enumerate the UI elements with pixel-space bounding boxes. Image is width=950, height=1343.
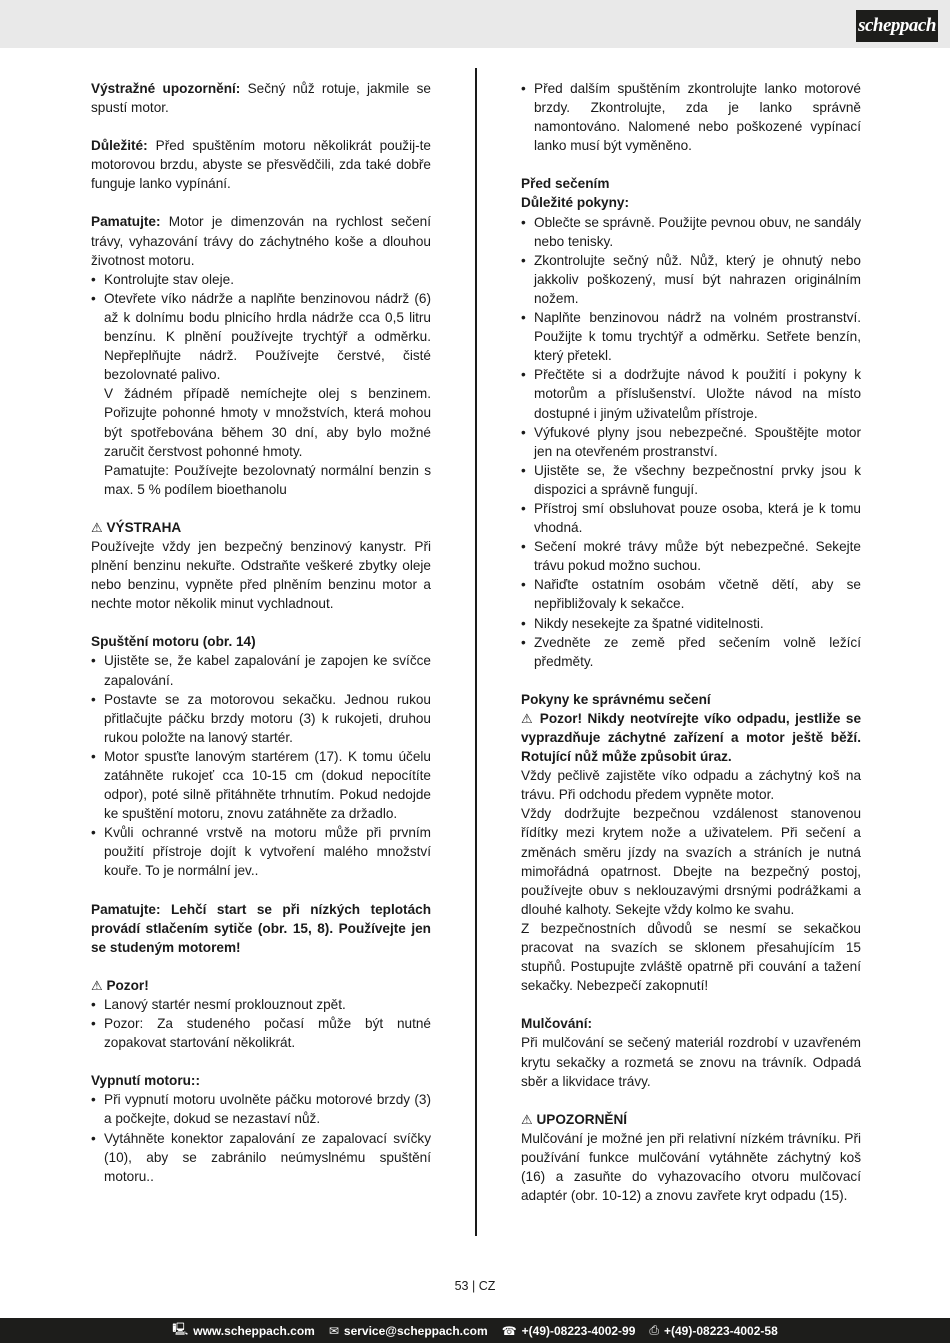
section-heading-mulching: Mulčování: — [521, 1016, 592, 1032]
footer-email-text[interactable]: service@scheppach.com — [343, 1323, 488, 1338]
scheppach-logo: scheppach — [856, 10, 938, 42]
header-bar — [0, 0, 950, 48]
list-item: • Kontrolujte stav oleje. — [91, 270, 431, 289]
computer-icon: 🖳 — [172, 1322, 189, 1336]
mowing-warning: ⚠ Pozor! Nikdy neotvírejte víko odpadu, jestliže se vyprazdňuje záchytné zařízení a motor ještě běží. Rotující nůž může způsobit úraz. — [521, 710, 861, 765]
important-text: Před spuštěním motoru několikrát použij-te motorovou brzdu, abyste se přesvědčili, zda také dobře funguje lanko vypínání. — [91, 138, 431, 192]
mowing-paragraph: Vždy pečlivě zajistěte víko odpadu a záchytný koš na trávu. Při odchodu předem vypněte motor. — [521, 768, 861, 803]
remember-paragraph — [91, 212, 431, 269]
footer-phone — [502, 1324, 636, 1338]
list-item: • Při vypnutí motoru uvolněte páčku motorové brzdy (3) a počkejte, dokud se nezastaví nůž. — [91, 1090, 431, 1128]
footer-fax-text: +(49)-08223-4002-58 — [664, 1323, 778, 1338]
list-item: • Zkontrolujte sečný nůž. Nůž, který je ohnutý nebo jakkoliv poškozený, musí být nahrazen originálním nožem. — [521, 251, 861, 308]
footer-phone-text: +(49)-08223-4002-99 — [521, 1323, 636, 1338]
left-column — [91, 79, 431, 1186]
list-item: • Oblečte se správně. Použijte pevnou obuv, ne sandály nebo tenisky. — [521, 213, 861, 251]
list-item: • Sečení mokré trávy může být nebezpečné. Sekejte trávu pokud možno suchou. — [521, 537, 861, 575]
list-item: • Výfukové plyny jsou nebezpečné. Spouštějte motor jen na otevřeném prostranství. — [521, 423, 861, 461]
warning-label: Výstražné upozornění: — [91, 81, 241, 96]
important-paragraph — [91, 136, 431, 193]
list-item: • Přečtěte si a dodržujte návod k použití i pokyny k motorům a příslušenství. Uložte návod na místo dostupné i jiným uživatelům přístroje. — [521, 365, 861, 422]
warning-triangle-icon: ⚠ — [91, 977, 103, 993]
notice-paragraph: Mulčování je možné jen při relativní nízkém trávníku. Při používání funkce mulčování vytáhněte záchytný koš (16) a zasuňte do vyhazovacího otvoru mulčovací adaptér (obr. 10-12) a znovu zavřete kryt odpadu (15). — [521, 1130, 861, 1204]
caution-list — [91, 995, 431, 1052]
brake-check-list — [521, 79, 861, 155]
remember-label: Pamatujte: — [91, 214, 161, 230]
phone-icon: ☎ — [501, 1323, 517, 1338]
section-heading-mowing: Pokyny ke správnému sečení — [521, 691, 711, 707]
list-item: • Otevřete víko nádrže a naplňte benzinovou nádrž (6) až k dolnímu bodu plnicího hrdla nádrže cca 0,5 litru benzínu. K plnění používejte trychtýř a odměrku. Nepřeplňujte nádrž. Používejte čerstvé, čisté bezolovnaté palivo. — [91, 289, 431, 384]
before-mowing-list — [521, 213, 861, 671]
list-item: • Kvůli ochranné vrstvě na motoru může při prvním použití přístroje dojít k vytvoření malého množství kouře. To je normální jev.. — [91, 823, 431, 880]
mulching-paragraph: Při mulčování se sečený materiál rozdrobí v uzavřeném krytu sekačky a rozmetá se znovu na trávník. Odpadá sběr a likvidace trávy. — [521, 1035, 861, 1089]
warning-triangle-icon: ⚠ — [521, 1111, 533, 1127]
list-item: • Vytáhněte konektor zapalování ze zapalovací svíčky (10), aby se zabránilo neúmyslnému spuštění motoru.. — [91, 1129, 431, 1186]
stop-list — [91, 1090, 431, 1185]
footer-web-text[interactable]: www.scheppach.com — [193, 1323, 315, 1338]
list-continuation: V žádném případě nemíchejte olej s benzinem. Pořizujte pohonné hmoty v množstvích, která mohou být spotřebována během 30 dní, aby bylo možné zaručit čerstvost pohonné hmoty. — [104, 386, 431, 459]
list-item: • Ujistěte se, že kabel zapalování je zapojen ke svíčce zapalování. — [91, 651, 431, 689]
list-item: • Pozor: Za studeného počasí může být nutné zopakovat startování několikrát. — [91, 1014, 431, 1052]
fax-icon: ⎙ — [649, 1323, 659, 1337]
footer-web[interactable] — [172, 1320, 315, 1341]
warning-paragraph — [91, 79, 431, 117]
section-heading-stop: Vypnutí motoru:: — [91, 1073, 200, 1089]
list-item: • Nikdy nesekejte za špatné viditelnosti. — [521, 614, 861, 633]
warning-text: Sečný nůž rotuje, jakmile se spustí motor. — [91, 81, 431, 116]
footer-fax — [649, 1323, 777, 1338]
warning-triangle-icon: ⚠ — [91, 519, 103, 535]
column-divider — [475, 68, 477, 1236]
important-label: Důležité: — [91, 138, 148, 154]
list-item: • Zvedněte ze země před sečením volně ležící předměty. — [521, 633, 861, 671]
section-heading-start: Spuštění motoru (obr. 14) — [91, 634, 256, 650]
page-number: 53 | CZ — [454, 1279, 496, 1293]
list-continuation: Pamatujte: Používejte bezolovnatý normální benzin s max. 5 % podílem bioethanolu — [104, 462, 431, 497]
notice-heading: ⚠ UPOZORNĚNÍ — [521, 1111, 628, 1127]
list-item: • Lanový startér nesmí proklouznout zpět. — [91, 995, 431, 1014]
warning-triangle-icon: ⚠ — [521, 710, 535, 726]
warning-body: Používejte vždy jen bezpečný benzinový kanystr. Při plnění benzinu nekuřte. Odstraňte veškeré zbytky oleje nebo benzinu, vypněte před plněním benzinu motor a nechte motor několik minut vychladnout. — [91, 538, 431, 612]
list-item: • Přístroj smí obsluhovat pouze osoba, která je k tomu vhodná. — [521, 499, 861, 537]
list-item: • Před dalším spuštěním zkontrolujte lanko motorové brzdy. Zkontrolujte, zda je lanko správně namontováno. Nalomené nebo poškozené vypínací lanko musí být vyměněno. — [521, 79, 861, 155]
list-item: • Motor spusťte lanovým startérem (17). K tomu účelu zatáhněte rukojeť cca 10-15 cm (dokud nepocítíte odpor), poté silně přitáhněte trhnutím. Pokud nedojde ke spuštění motoru, znovu zatáhněte za držadlo. — [91, 747, 431, 823]
fuel-list — [91, 270, 431, 385]
remember-text: Motor je dimenzován na rychlost sečení trávy, vyhazování trávy do záchytného koše a dlouhou životnost motoru. — [91, 214, 431, 268]
warning-heading: ⚠ VÝSTRAHA — [91, 519, 182, 535]
list-item: • Nařiďte ostatním osobám včetně dětí, aby se nepřibližovaly k sekačce. — [521, 575, 861, 613]
start-list — [91, 651, 431, 880]
mowing-paragraph: Vždy dodržujte bezpečnou vzdálenost stanovenou řídítky mezi krytem nože a uživatelem. Při sečení a změnách směru jízdy na svazích a stráních je nutná mimořádná opatrnost. Dbejte na bezpečný postoj, používejte obuv s neklouzavými drsnými podrážkami a dlouhé kalhoty. Sekejte vždy kolmo ke svahu. — [521, 806, 861, 917]
right-column — [521, 79, 861, 1205]
mowing-paragraph: Z bezpečnostních důvodů se nesmí se sekačkou pracovat na svazích se sklonem přesahujícím 15 stupňů. Postupujte zvláště opatrně při couvání a tažení sekačky. Nebezpečí zakopnutí! — [521, 920, 861, 994]
list-item: • Postavte se za motorovou sekačku. Jednou rukou přitlačujte páčku brzdy motoru (3) k rukojeti, druhou rukou položte na lanový startér. — [91, 690, 431, 747]
choke-note: Pamatujte: Lehčí start se při nízkých teplotách provádí stlačením sytiče (obr. 15, 8). Používejte jen se studeným motorem! — [91, 901, 431, 955]
section-heading-before: Před sečením — [521, 176, 610, 192]
list-item: • Naplňte benzinovou nádrž na volném prostranství. Použijte k tomu trychtýř a odměrku. Setřete benzín, který přetekl. — [521, 308, 861, 365]
mail-icon: ✉ — [328, 1323, 339, 1338]
caution-heading: ⚠ Pozor! — [91, 977, 149, 993]
list-item: • Ujistěte se, že všechny bezpečnostní prvky jsou k dispozici a správně fungují. — [521, 461, 861, 499]
footer-email[interactable] — [329, 1324, 488, 1338]
section-subheading: Důležité pokyny: — [521, 195, 630, 211]
footer-bar — [0, 1318, 950, 1343]
